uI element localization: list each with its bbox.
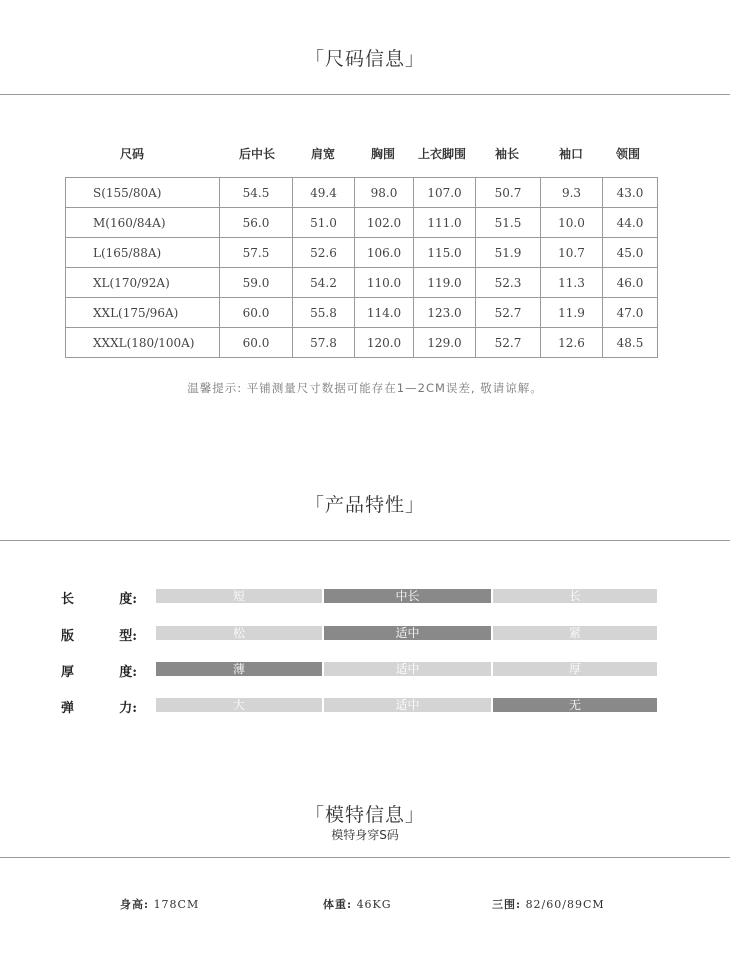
measure-cell: 120.0	[355, 328, 414, 358]
measure-cell: 49.4	[293, 178, 355, 208]
feature-option-bar: 松	[156, 626, 322, 640]
measure-cell: 44.0	[603, 208, 658, 238]
measure-cell: 47.0	[603, 298, 658, 328]
measure-cell: 57.5	[220, 238, 293, 268]
feature-option-bar: 短	[156, 589, 322, 603]
measure-cell: 59.0	[220, 268, 293, 298]
table-row	[66, 208, 658, 238]
feature-option-bar: 适中	[324, 698, 491, 712]
model-weight-label: 体重:	[323, 898, 353, 911]
model-height-value: 178CM	[153, 898, 200, 911]
measure-cell: 9.3	[541, 178, 603, 208]
feature-option-bar: 紧	[493, 626, 657, 640]
feature-label-char: 厚	[61, 665, 75, 680]
measure-cell: 10.0	[541, 208, 603, 238]
measure-cell: 107.0	[414, 178, 476, 208]
feature-option-bar: 大	[156, 698, 322, 712]
feature-label	[61, 588, 137, 607]
divider	[0, 540, 730, 541]
measure-cell: 51.0	[293, 208, 355, 238]
feature-label-suffix: 力:	[119, 701, 137, 716]
divider	[0, 857, 730, 858]
feature-option-bar: 适中	[324, 662, 491, 676]
measure-cell: 110.0	[355, 268, 414, 298]
size-cell: S(155/80A)	[66, 178, 220, 208]
model-measure-value: 82/60/89CM	[525, 898, 605, 911]
measure-cell: 123.0	[414, 298, 476, 328]
feature-option-bar: 无	[493, 698, 657, 712]
measure-cell: 52.6	[293, 238, 355, 268]
table-row	[66, 328, 658, 358]
measure-cell: 52.7	[476, 298, 541, 328]
model-measure-label: 三围:	[492, 898, 522, 911]
header-chest: 胸围	[370, 147, 395, 161]
measure-cell: 52.3	[476, 268, 541, 298]
measure-cell: 102.0	[355, 208, 414, 238]
feature-section-title: 「产品特性」	[304, 494, 425, 516]
feature-option-bar: 薄	[156, 662, 322, 676]
feature-label	[61, 625, 137, 644]
size-cell: XXXL(180/100A)	[66, 328, 220, 358]
measure-cell: 51.9	[476, 238, 541, 268]
header-back-length: 后中长	[238, 147, 275, 161]
feature-option-bar: 适中	[324, 626, 491, 640]
feature-label-suffix: 度:	[119, 665, 137, 680]
feature-label-char: 版	[61, 629, 75, 644]
measure-cell: 115.0	[414, 238, 476, 268]
size-cell: M(160/84A)	[66, 208, 220, 238]
measure-cell: 51.5	[476, 208, 541, 238]
table-row	[66, 268, 658, 298]
measure-cell: 46.0	[603, 268, 658, 298]
size-cell: XXL(175/96A)	[66, 298, 220, 328]
model-height	[120, 896, 199, 912]
measurement-tip: 温馨提示: 平铺测量尺寸数据可能存在1—2CM误差, 敬请谅解。	[187, 381, 543, 395]
model-section-title: 「模特信息」	[304, 804, 425, 826]
size-table	[65, 177, 658, 358]
feature-label-char: 长	[61, 592, 75, 607]
table-row	[66, 298, 658, 328]
measure-cell: 11.3	[541, 268, 603, 298]
header-shoulder: 肩宽	[310, 147, 335, 161]
size-cell: L(165/88A)	[66, 238, 220, 268]
measure-cell: 56.0	[220, 208, 293, 238]
feature-option-bar: 长	[493, 589, 657, 603]
header-sleeve-length: 袖长	[494, 147, 519, 161]
measure-cell: 106.0	[355, 238, 414, 268]
size-section-title: 「尺码信息」	[304, 48, 425, 70]
measure-cell: 57.8	[293, 328, 355, 358]
model-height-label: 身高:	[120, 898, 150, 911]
header-hem: 上衣脚围	[417, 147, 466, 161]
feature-label-char: 弹	[61, 701, 75, 716]
feature-label	[61, 697, 137, 716]
measure-cell: 45.0	[603, 238, 658, 268]
measure-cell: 10.7	[541, 238, 603, 268]
measure-cell: 50.7	[476, 178, 541, 208]
measure-cell: 129.0	[414, 328, 476, 358]
measure-cell: 111.0	[414, 208, 476, 238]
measure-cell: 12.6	[541, 328, 603, 358]
model-weight	[323, 896, 392, 912]
feature-option-bar: 中长	[324, 589, 491, 603]
header-size: 尺码	[119, 147, 144, 161]
table-row	[66, 178, 658, 208]
measure-cell: 60.0	[220, 328, 293, 358]
measure-cell: 55.8	[293, 298, 355, 328]
header-cuff: 袖口	[558, 147, 583, 161]
measure-cell: 119.0	[414, 268, 476, 298]
feature-option-bar: 厚	[493, 662, 657, 676]
feature-label	[61, 661, 137, 680]
feature-label-suffix: 度:	[119, 592, 137, 607]
measure-cell: 54.5	[220, 178, 293, 208]
measure-cell: 114.0	[355, 298, 414, 328]
measure-cell: 52.7	[476, 328, 541, 358]
size-cell: XL(170/92A)	[66, 268, 220, 298]
measure-cell: 98.0	[355, 178, 414, 208]
divider	[0, 94, 730, 95]
measure-cell: 54.2	[293, 268, 355, 298]
measure-cell: 43.0	[603, 178, 658, 208]
measure-cell: 60.0	[220, 298, 293, 328]
measure-cell: 48.5	[603, 328, 658, 358]
feature-label-suffix: 型:	[119, 629, 137, 644]
model-weight-value: 46KG	[356, 898, 392, 911]
model-subtitle: 模特身穿S码	[331, 828, 399, 842]
table-row	[66, 238, 658, 268]
model-measurements	[492, 896, 605, 912]
header-collar: 领围	[615, 147, 640, 161]
measure-cell: 11.9	[541, 298, 603, 328]
